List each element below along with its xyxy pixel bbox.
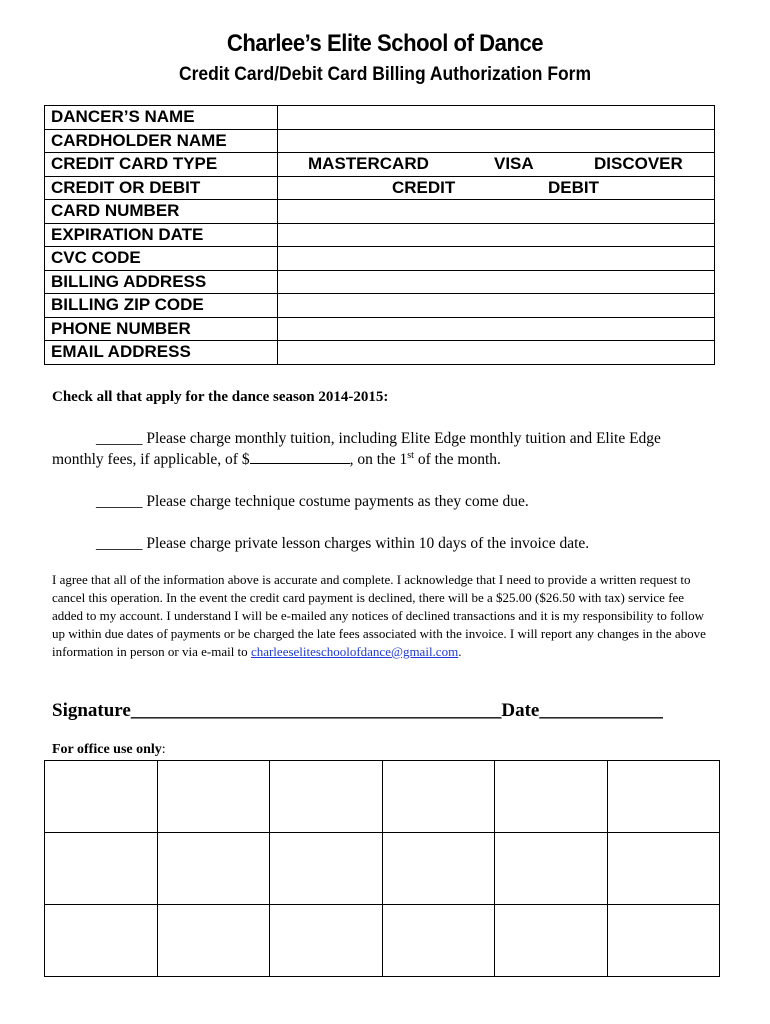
option-mastercard[interactable]: MASTERCARD (308, 154, 429, 173)
office-cell[interactable] (45, 905, 158, 977)
option-discover[interactable]: DISCOVER (594, 154, 683, 173)
office-cell[interactable] (270, 905, 383, 977)
credit-or-debit-label: CREDIT OR DEBIT (45, 176, 278, 200)
monthly-tuition-text-c: of the month. (413, 451, 501, 468)
table-row (45, 106, 715, 130)
cardholder-name-field[interactable] (278, 129, 715, 153)
office-cell[interactable] (270, 761, 383, 833)
office-cell[interactable] (157, 833, 270, 905)
table-row (45, 341, 715, 365)
option-costume-payments (52, 491, 712, 512)
email-link[interactable]: charleeseliteschoolofdance@gmail.com (250, 644, 459, 659)
office-cell[interactable] (382, 905, 495, 977)
monthly-tuition-text: Please charge monthly tuition, including Elite Edge monthly tuition and Elite Edge monthly fees, if applicable, of $ (52, 430, 661, 468)
phone-number-field[interactable] (278, 317, 715, 341)
email-address-label: EMAIL ADDRESS (45, 341, 278, 365)
billing-info-table (44, 105, 715, 365)
monthly-tuition-text-b: , on the 1 (349, 451, 408, 468)
office-cell[interactable] (382, 761, 495, 833)
billing-address-field[interactable] (278, 270, 715, 294)
date-label: Date (501, 700, 540, 721)
ordinal-suffix: st (407, 449, 414, 461)
dancer-name-field[interactable] (278, 106, 715, 130)
costume-text: Please charge technique costume payments as they come due. (146, 493, 529, 510)
office-use-colon: : (161, 742, 166, 757)
billing-address-label: BILLING ADDRESS (45, 270, 278, 294)
agreement-paragraph (52, 571, 712, 661)
private-lesson-checkbox-blank[interactable]: ______ (96, 535, 143, 552)
office-use-text: For office use only (52, 742, 162, 757)
check-all-heading: Check all that apply for the dance season 2014-2015: (52, 389, 389, 405)
option-private-lessons (52, 533, 712, 554)
billing-zip-code-field[interactable] (278, 294, 715, 318)
office-cell[interactable] (157, 905, 270, 977)
card-number-label: CARD NUMBER (45, 200, 278, 224)
table-row (45, 247, 715, 271)
office-cell[interactable] (45, 761, 158, 833)
cvc-code-label: CVC CODE (45, 247, 278, 271)
table-row (45, 761, 720, 833)
table-row (45, 153, 715, 177)
private-lesson-text: Please charge private lesson charges within 10 days of the invoice date. (146, 535, 590, 552)
phone-number-label: PHONE NUMBER (45, 317, 278, 341)
cardholder-name-label: CARDHOLDER NAME (45, 129, 278, 153)
signature-label: Signature (52, 700, 131, 721)
dancer-name-label: DANCER’S NAME (45, 106, 278, 130)
option-credit[interactable]: CREDIT (392, 177, 456, 197)
table-row (45, 833, 720, 905)
costume-checkbox-blank[interactable]: ______ (96, 493, 143, 510)
billing-zip-code-label: BILLING ZIP CODE (45, 294, 278, 318)
form-subtitle: Credit Card/Debit Card Billing Authorization Form (178, 64, 592, 85)
option-visa[interactable]: VISA (494, 154, 534, 173)
table-row (45, 223, 715, 247)
credit-card-type-label: CREDIT CARD TYPE (45, 153, 278, 177)
office-cell[interactable] (45, 833, 158, 905)
office-cell[interactable] (607, 833, 720, 905)
agreement-end: . (458, 644, 462, 659)
office-cell[interactable] (607, 761, 720, 833)
office-cell[interactable] (495, 833, 608, 905)
table-row (45, 270, 715, 294)
date-field[interactable]: _____________ (539, 700, 663, 721)
option-monthly-tuition (52, 428, 712, 470)
table-row (45, 317, 715, 341)
office-cell[interactable] (270, 833, 383, 905)
table-row (45, 129, 715, 153)
monthly-amount-blank[interactable] (250, 450, 350, 464)
table-row (45, 200, 715, 224)
card-number-field[interactable] (278, 200, 715, 224)
table-row (45, 176, 715, 200)
office-cell[interactable] (382, 833, 495, 905)
credit-card-type-field (278, 153, 715, 177)
office-cell[interactable] (495, 905, 608, 977)
office-cell[interactable] (157, 761, 270, 833)
office-cell[interactable] (495, 761, 608, 833)
email-address-field[interactable] (278, 341, 715, 365)
signature-line (52, 700, 663, 722)
table-row (45, 294, 715, 318)
office-cell[interactable] (607, 905, 720, 977)
expiration-date-label: EXPIRATION DATE (45, 223, 278, 247)
cvc-code-field[interactable] (278, 247, 715, 271)
form-title: Charlee’s Elite School of Dance (226, 30, 544, 57)
office-use-grid (44, 760, 720, 977)
signature-field[interactable]: _______________________________________ (130, 700, 502, 721)
agreement-text: I agree that all of the information above is accurate and complete. I acknowledge that I need to provide a written request to cancel this operation. In the event the credit card payment is declined, there will be a $25.00 ($26.50 with tax) service fee added to my account. I understand I will be e-mailed any notices of declined transactions and it is my responsibility to follow up within due dates of payments or be charged the late fees associated with the invoice. I will report any changes in the above information in person or via e-mail to (52, 572, 706, 659)
credit-or-debit-field (278, 176, 715, 200)
option-debit[interactable]: DEBIT (548, 177, 599, 197)
table-row (45, 905, 720, 977)
office-use-label (52, 742, 166, 758)
monthly-tuition-checkbox-blank[interactable]: ______ (96, 430, 143, 447)
expiration-date-field[interactable] (278, 223, 715, 247)
